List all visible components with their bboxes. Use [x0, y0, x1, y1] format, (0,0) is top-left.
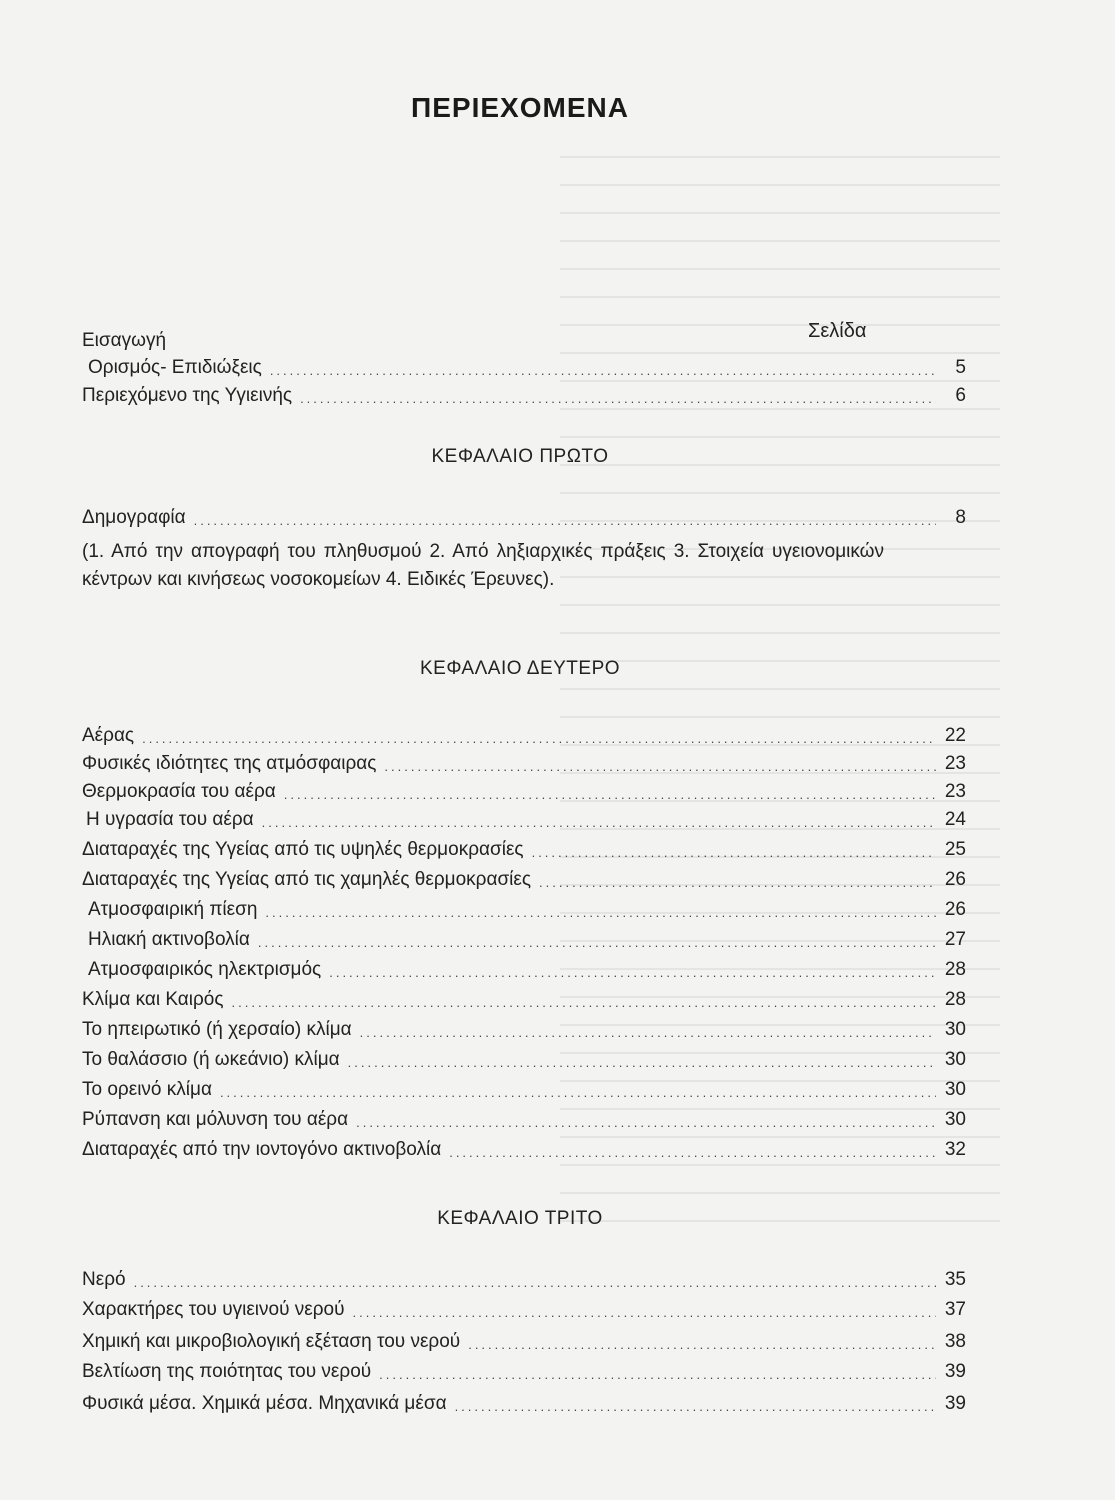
dot-leader [384, 758, 936, 776]
toc-entry [82, 1388, 966, 1416]
toc-entry [82, 894, 966, 922]
dot-leader [142, 730, 936, 748]
dot-leader [258, 934, 936, 952]
toc-entry [82, 720, 966, 748]
toc-entry-label: Ηλιακή ακτινοβολία [88, 929, 250, 950]
dot-leader [232, 994, 936, 1012]
toc-entry [82, 1044, 966, 1072]
intro-heading: Εισαγωγή [82, 330, 167, 351]
toc-entry-page: 24 [944, 809, 966, 830]
toc-entry-label: Ατμοσφαιρικός ηλεκτρισμός [88, 959, 322, 980]
toc-entry-label: Η υγρασία του αέρα [86, 809, 254, 830]
dot-leader [532, 844, 936, 862]
toc-entry-label: Θερμοκρασία του αέρα [82, 781, 276, 802]
toc-entry [82, 502, 966, 530]
dot-leader [352, 1304, 936, 1322]
toc-entry-page: 6 [955, 385, 966, 406]
toc-entry-page: 5 [955, 357, 966, 378]
chapter-note: (1. Από την απογραφή του πληθυσμού 2. Από ληξιαρχικές πράξεις 3. Στοιχεία υγειονομικών κέντρων και κινήσεως νοσοκομείων 4. Ειδικές Έρευνες). [82, 541, 884, 590]
toc-entry-page: 27 [944, 929, 966, 950]
dot-leader [539, 874, 936, 892]
toc-entry-label: Διαταραχές από την ιοντογόνο ακτινοβολία [82, 1139, 442, 1160]
toc-entry [82, 1104, 966, 1132]
toc-entry-page: 37 [944, 1299, 966, 1320]
dot-leader [360, 1024, 936, 1042]
toc-entry [82, 834, 966, 862]
toc-entry [82, 864, 966, 892]
toc-entry [82, 954, 966, 982]
chapter-heading: ΚΕΦΑΛΑΙΟ ΔΕΥΤΕΡΟ [419, 658, 621, 679]
toc-entry [82, 1134, 966, 1162]
toc-entry [82, 380, 966, 408]
dot-leader [265, 904, 936, 922]
toc-entry-page: 39 [944, 1361, 966, 1382]
toc-entry-label: Ατμοσφαιρική πίεση [88, 899, 258, 920]
page-title: ΠΕΡΙΕΧΟΜΕΝΑ [411, 92, 629, 123]
toc-entry-label: Κλίμα και Καιρός [82, 989, 224, 1010]
dot-leader [449, 1144, 936, 1162]
dot-leader [348, 1054, 936, 1072]
toc-entry-page: 32 [944, 1139, 966, 1160]
dot-leader [134, 1274, 936, 1292]
dot-leader [468, 1336, 936, 1354]
toc-entry-label: Περιεχόμενο της Υγιεινής [82, 385, 293, 406]
dot-leader [220, 1084, 936, 1102]
toc-entry-label: Το ορεινό κλίμα [82, 1079, 212, 1100]
toc-entry-page: 38 [944, 1331, 966, 1352]
dot-leader [284, 786, 936, 804]
toc-entry [82, 1326, 966, 1354]
dot-leader [270, 362, 936, 380]
dot-leader [329, 964, 936, 982]
toc-entry-page: 22 [944, 725, 966, 746]
toc-entry-label: Διαταραχές της Υγείας από τις υψηλές θερμοκρασίες [82, 839, 524, 860]
toc-entry-label: Αέρας [82, 725, 135, 746]
toc-entry-label: Νερό [82, 1269, 126, 1290]
page-column-label: Σελίδα [808, 320, 867, 342]
toc-entry [82, 984, 966, 1012]
toc-entry [82, 1294, 966, 1322]
dot-leader [194, 512, 936, 530]
toc-entry-page: 25 [944, 839, 966, 860]
toc-entry-page: 30 [944, 1019, 966, 1040]
toc-entry-label: Ορισμός- Επιδιώξεις [88, 357, 262, 378]
toc-entry [82, 1356, 966, 1384]
toc-entry-page: 30 [944, 1049, 966, 1070]
chapter-heading: ΚΕΦΑΛΑΙΟ ΠΡΩΤΟ [431, 446, 609, 467]
toc-entry-page: 8 [955, 507, 966, 528]
toc-entry-page: 23 [944, 753, 966, 774]
toc-entry [82, 748, 966, 776]
dot-leader [356, 1114, 936, 1132]
toc-entry-label: Χημική και μικροβιολογική εξέταση του νερού [82, 1331, 461, 1352]
dot-leader [300, 390, 936, 408]
toc-entry-page: 35 [944, 1269, 966, 1290]
toc-entry [82, 1014, 966, 1042]
toc-entry-label: Ρύπανση και μόλυνση του αέρα [82, 1109, 349, 1130]
toc-entry-page: 23 [944, 781, 966, 802]
toc-entry [82, 1264, 966, 1292]
toc-entry-label: Το θαλάσσιο (ή ωκεάνιο) κλίμα [82, 1049, 340, 1070]
toc-entry-label: Διαταραχές της Υγείας από τις χαμηλές θερμοκρασίες [82, 869, 532, 890]
toc-entry-label: Φυσικές ιδιότητες της ατμόσφαιρας [82, 753, 377, 774]
toc-entry-page: 26 [944, 869, 966, 890]
toc-entry-label: Φυσικά μέσα. Χημικά μέσα. Μηχανικά μέσα [82, 1393, 447, 1414]
dot-leader [455, 1398, 936, 1416]
toc-entry [82, 776, 966, 804]
toc-entry-label: Βελτίωση της ποιότητας του νερού [82, 1361, 372, 1382]
dot-leader [262, 814, 936, 832]
toc-entry-label: Το ηπειρωτικό (ή χερσαίο) κλίμα [82, 1019, 352, 1040]
toc-entry [82, 924, 966, 952]
toc-entry-page: 30 [944, 1109, 966, 1130]
toc-entry-label: Χαρακτήρες του υγιεινού νερού [82, 1299, 345, 1320]
toc-entry-page: 39 [944, 1393, 966, 1414]
toc-entry-page: 28 [944, 989, 966, 1010]
toc-entry-label: Δημογραφία [82, 507, 186, 528]
toc-entry [82, 804, 966, 832]
toc-entry-page: 28 [944, 959, 966, 980]
toc-entry-page: 26 [944, 899, 966, 920]
toc-entry [82, 352, 966, 380]
chapter-heading: ΚΕΦΑΛΑΙΟ ΤΡΙΤΟ [437, 1208, 603, 1229]
dot-leader [379, 1366, 936, 1384]
toc-entry [82, 1074, 966, 1102]
toc-entry-page: 30 [944, 1079, 966, 1100]
